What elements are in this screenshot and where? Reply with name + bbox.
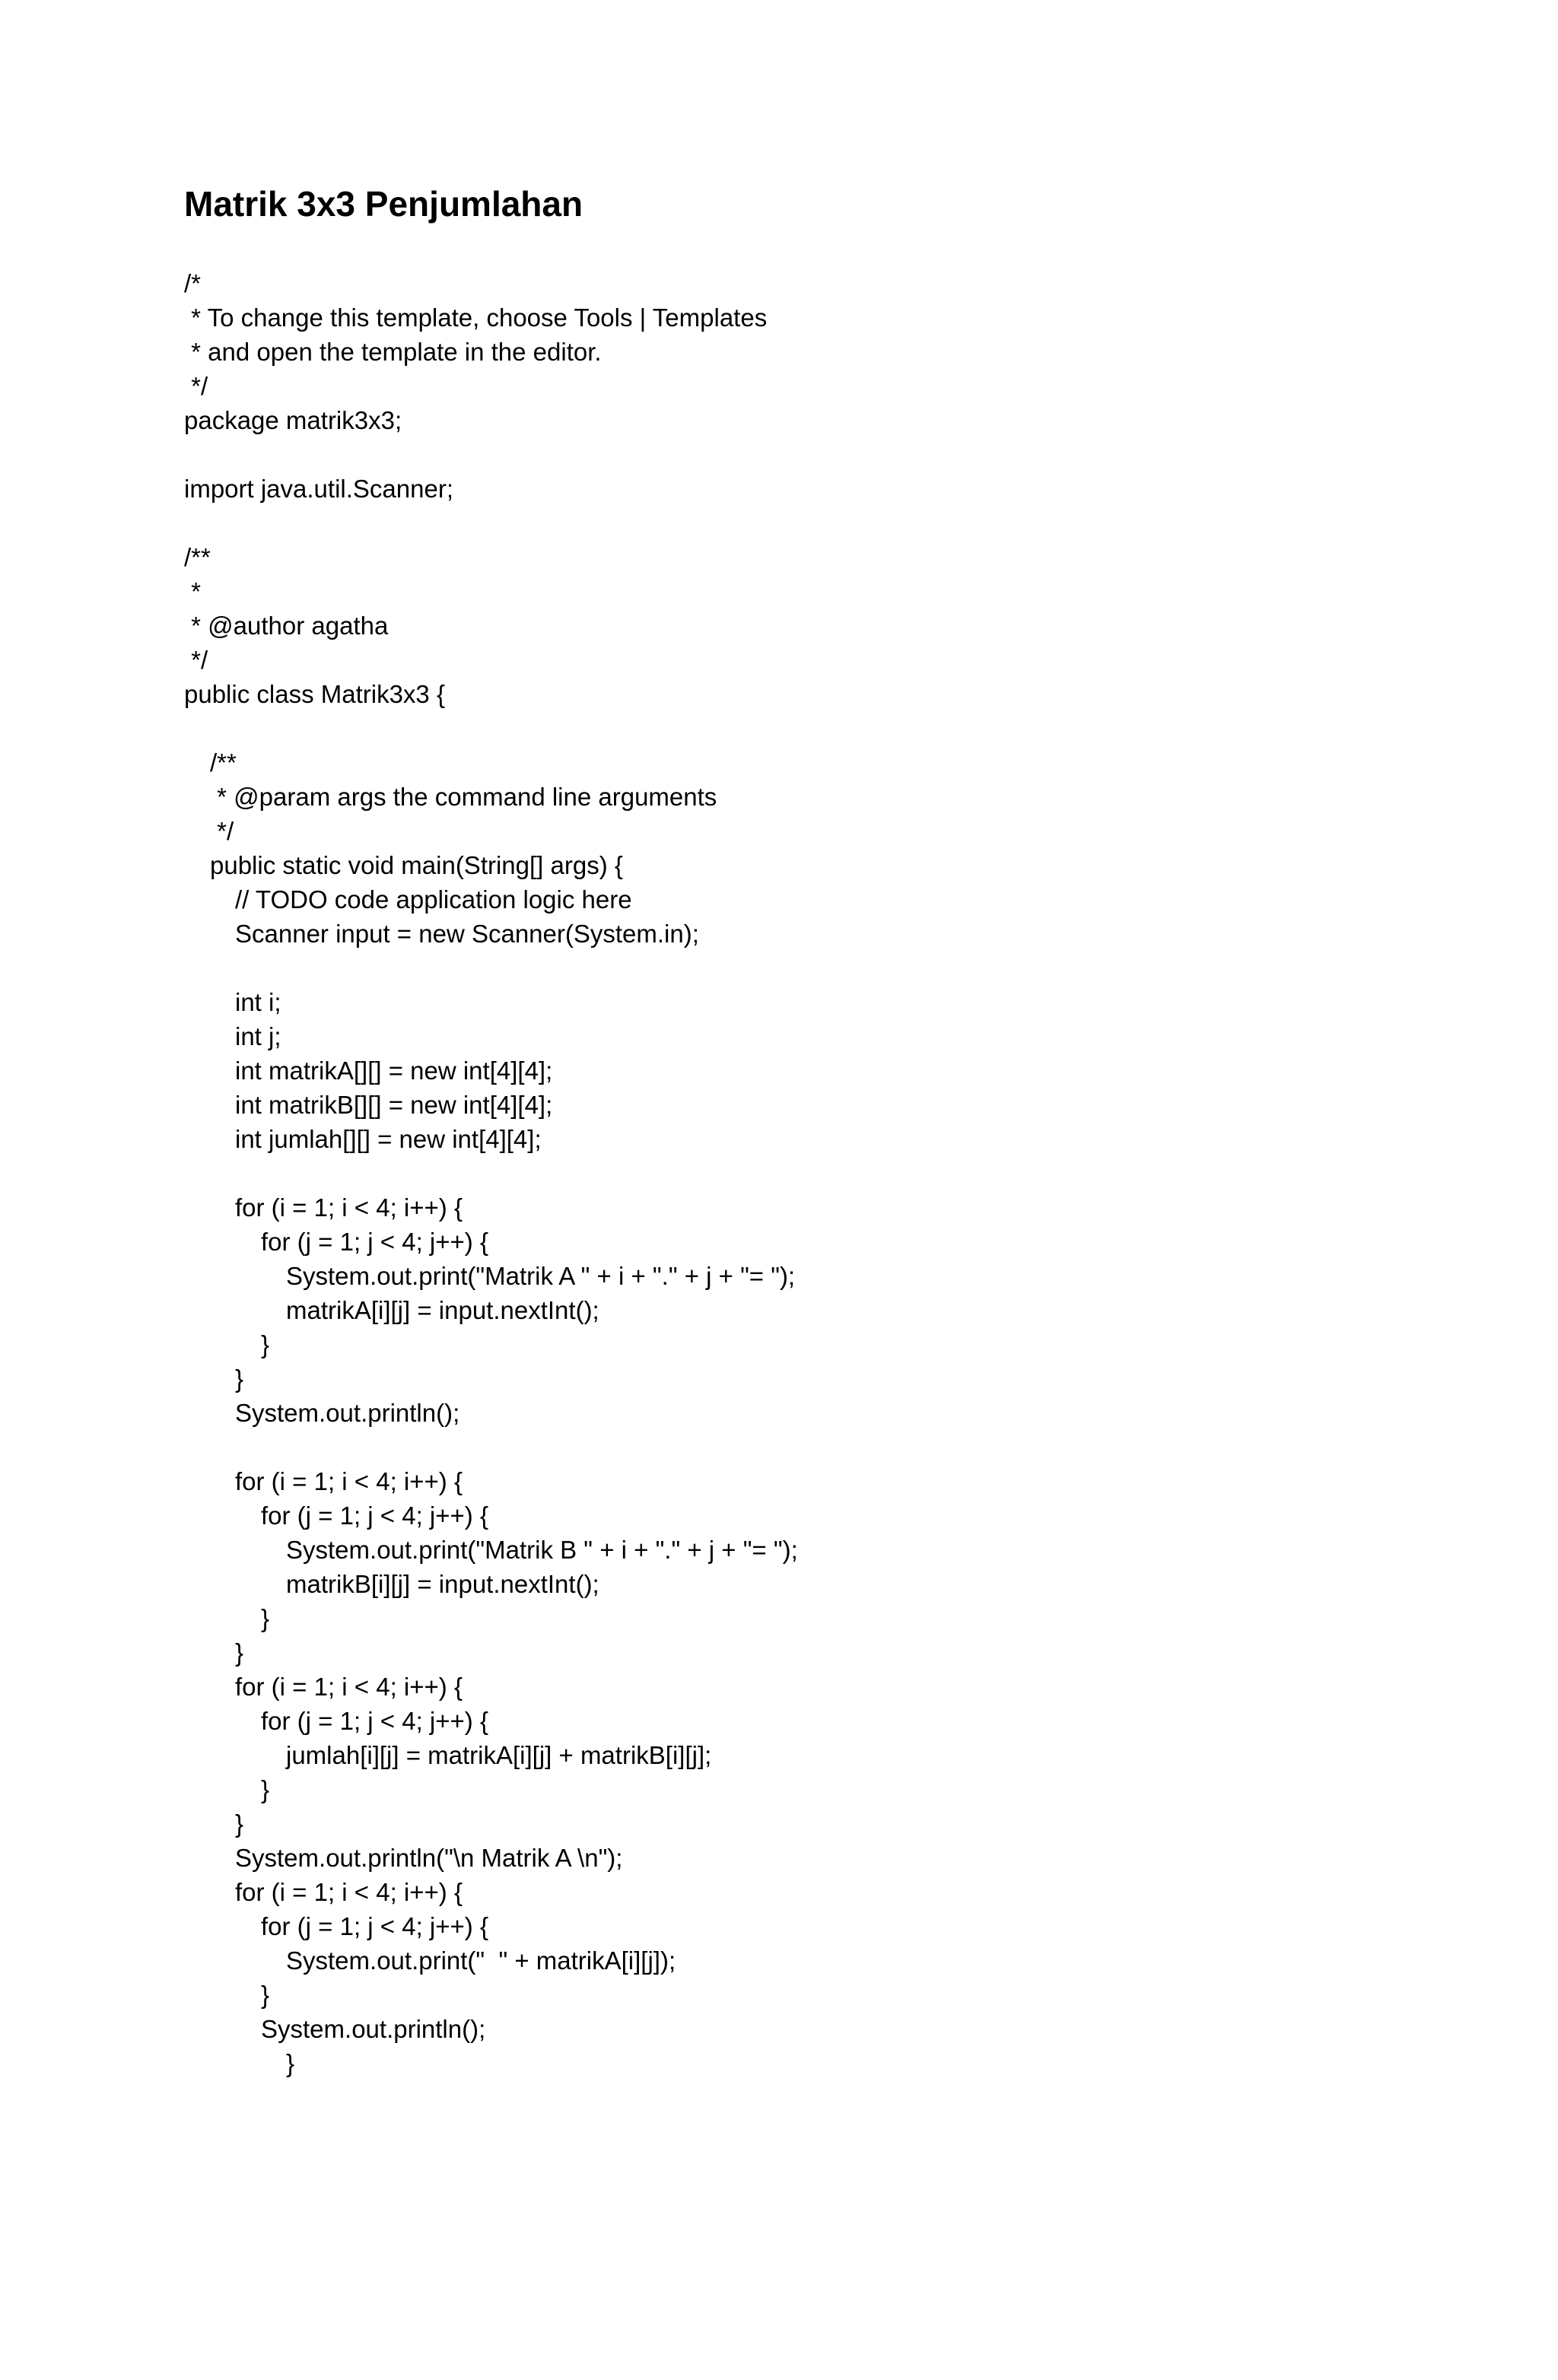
code-line: int i;: [235, 988, 281, 1016]
blank-line: [184, 1156, 1477, 1190]
code-line: }: [286, 2049, 295, 2077]
code-line: *: [184, 577, 202, 605]
code-line: matrikA[i][j] = input.nextInt();: [286, 1296, 599, 1324]
code-line: System.out.println();: [261, 2015, 486, 2043]
code-line: System.out.print("Matrik B " + i + "." + j + "= ");: [286, 1536, 798, 1564]
code-line: /**: [184, 543, 211, 571]
code-line: }: [261, 1604, 270, 1632]
code-line: jumlah[i][j] = matrikA[i][j] + matrikB[i][j];: [286, 1741, 712, 1769]
code-line: }: [235, 1638, 244, 1667]
code-line: package matrik3x3;: [184, 406, 402, 434]
blank-line: [184, 437, 1477, 472]
code-line: // TODO code application logic here: [235, 885, 632, 914]
code-line: */: [184, 646, 208, 674]
code-line: int matrikB[][] = new int[4][4];: [235, 1091, 553, 1119]
code-line: import java.util.Scanner;: [184, 475, 453, 503]
blank-line: [184, 1430, 1477, 1464]
code-line: System.out.println("\n Matrik A \n");: [235, 1844, 623, 1872]
code-line: }: [261, 1981, 270, 2009]
blank-line: [184, 506, 1477, 540]
code-line: matrikB[i][j] = input.nextInt();: [286, 1570, 599, 1598]
code-line: }: [261, 1775, 270, 1803]
code-line: /**: [210, 748, 237, 777]
code-line: }: [235, 1365, 244, 1393]
code-line: Scanner input = new Scanner(System.in);: [235, 920, 699, 948]
code-line: for (j = 1; j < 4; j++) {: [261, 1501, 488, 1530]
code-line: }: [235, 1810, 244, 1838]
code-line: /*: [184, 269, 202, 297]
code-line: * To change this template, choose Tools | Templates: [184, 303, 768, 332]
code-line: }: [261, 1330, 270, 1358]
document-title: Matrik 3x3 Penjumlahan: [184, 184, 583, 224]
code-line: for (j = 1; j < 4; j++) {: [261, 1228, 488, 1256]
code-line: for (j = 1; j < 4; j++) {: [261, 1912, 488, 1940]
code-line: * @author agatha: [184, 612, 389, 640]
code-line: for (i = 1; i < 4; i++) {: [235, 1878, 463, 1906]
blank-line: [184, 951, 1477, 985]
code-line: for (i = 1; i < 4; i++) {: [235, 1193, 463, 1222]
code-line: public static void main(String[] args) {: [210, 851, 623, 879]
code-line: */: [210, 817, 234, 845]
code-line: */: [184, 372, 208, 400]
code-line: public class Matrik3x3 {: [184, 680, 445, 708]
code-line: int matrikA[][] = new int[4][4];: [235, 1057, 553, 1085]
code-line: System.out.print("Matrik A " + i + "." + j + "= ");: [286, 1262, 796, 1290]
code-line: int jumlah[][] = new int[4][4];: [235, 1125, 542, 1153]
code-line: System.out.println();: [235, 1399, 460, 1427]
code-line: int j;: [235, 1022, 281, 1050]
code-line: for (i = 1; i < 4; i++) {: [235, 1673, 463, 1701]
code-line: for (j = 1; j < 4; j++) {: [261, 1707, 488, 1735]
code-block: [184, 266, 1477, 2080]
code-line: * and open the template in the editor.: [184, 338, 602, 366]
code-line: System.out.print(" " + matrikA[i][j]);: [286, 1946, 676, 1975]
code-line: * @param args the command line arguments: [210, 783, 717, 811]
blank-line: [184, 711, 1477, 745]
code-line: for (i = 1; i < 4; i++) {: [235, 1467, 463, 1495]
